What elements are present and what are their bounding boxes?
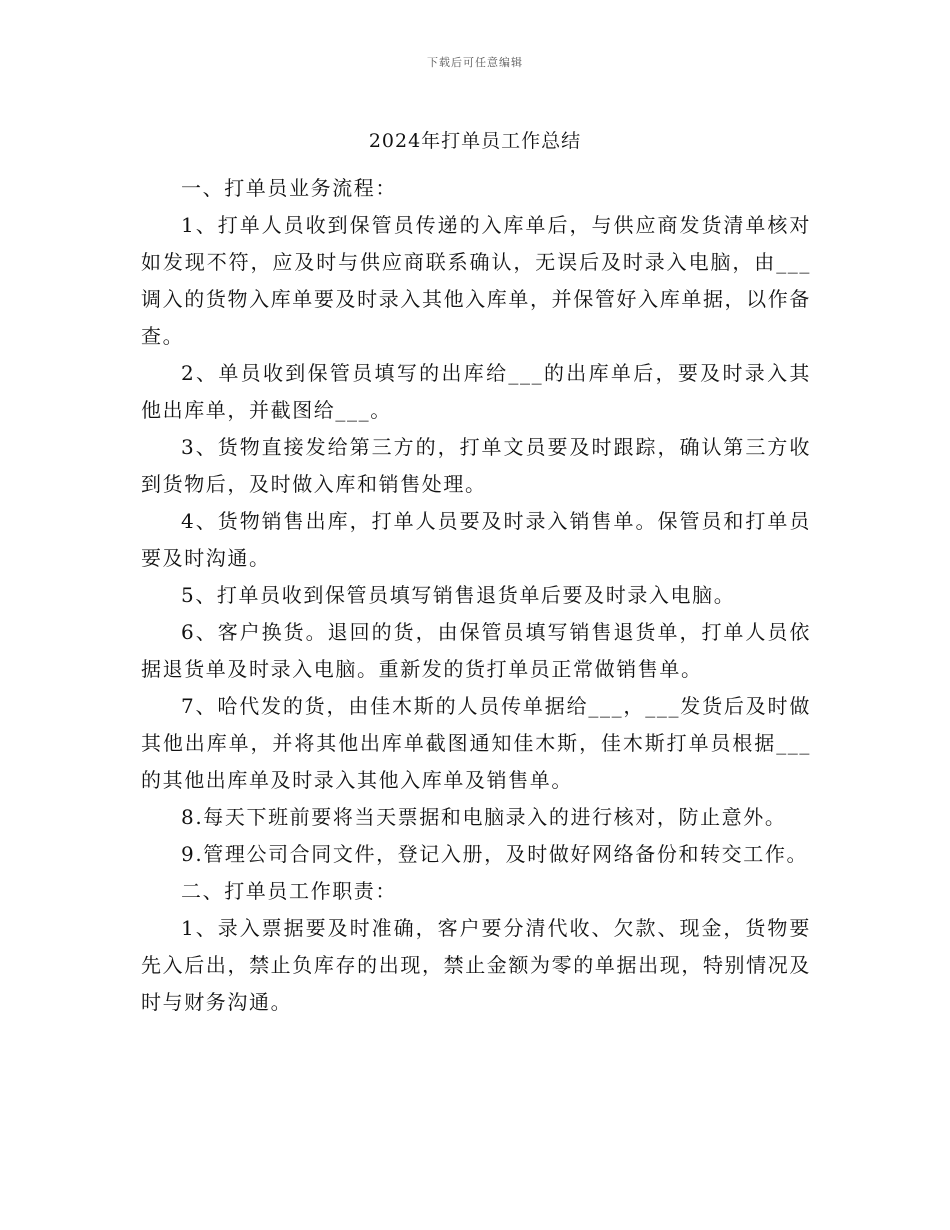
paragraph-process-2: 2、单员收到保管员填写的出库给___的出库单后，要及时录入其他出库单，并截图给___。 [141, 361, 811, 422]
paragraph-process-9: 9.管理公司合同文件，登记入册，及时做好网络备份和转交工作。 [181, 842, 809, 866]
paragraph-process-3: 3、货物直接发给第三方的，打单文员要及时跟踪，确认第三方收到货物后，及时做入库和销售处理。 [141, 435, 811, 496]
header-note: 下载后可任意编辑 [427, 56, 523, 69]
paragraph-process-5: 5、打单员收到保管员填写销售退货单后要及时录入电脑。 [181, 583, 736, 607]
document-body [141, 170, 811, 1021]
paragraph-process-1: 1、打单人员收到保管员传递的入库单后，与供应商发货清单核对如发现不符，应及时与供应商联系确认，无误后及时录入电脑，由___调入的货物入库单要及时录入其他入库单，并保管好入库单据，以作备查。 [141, 213, 811, 348]
paragraph-duties-1: 1、录入票据要及时准确，客户要分清代收、欠款、现金，货物要先入后出，禁止负库存的出现，禁止金额为零的单据出现，特别情况及时与财务沟通。 [141, 916, 811, 1014]
document-title: 2024年打单员工作总结 [368, 130, 582, 152]
paragraph-process-6: 6、客户换货。退回的货，由保管员填写销售退货单，打单人员依据退货单及时录入电脑。重新发的货打单员正常做销售单。 [141, 620, 811, 681]
paragraph-process-7: 7、哈代发的货，由佳木斯的人员传单据给___，___发货后及时做其他出库单，并将其他出库单截图通知佳木斯，佳木斯打单员根据___的其他出库单及时录入其他入库单及销售单。 [141, 694, 811, 792]
paragraph-process-4: 4、货物销售出库，打单人员要及时录入销售单。保管员和打单员要及时沟通。 [141, 509, 811, 570]
section-heading-process: 一、打单员业务流程： [181, 176, 397, 200]
paragraph-process-8: 8.每天下班前要将当天票据和电脑录入的进行核对，防止意外。 [181, 805, 787, 829]
section-heading-duties: 二、打单员工作职责： [181, 879, 397, 903]
